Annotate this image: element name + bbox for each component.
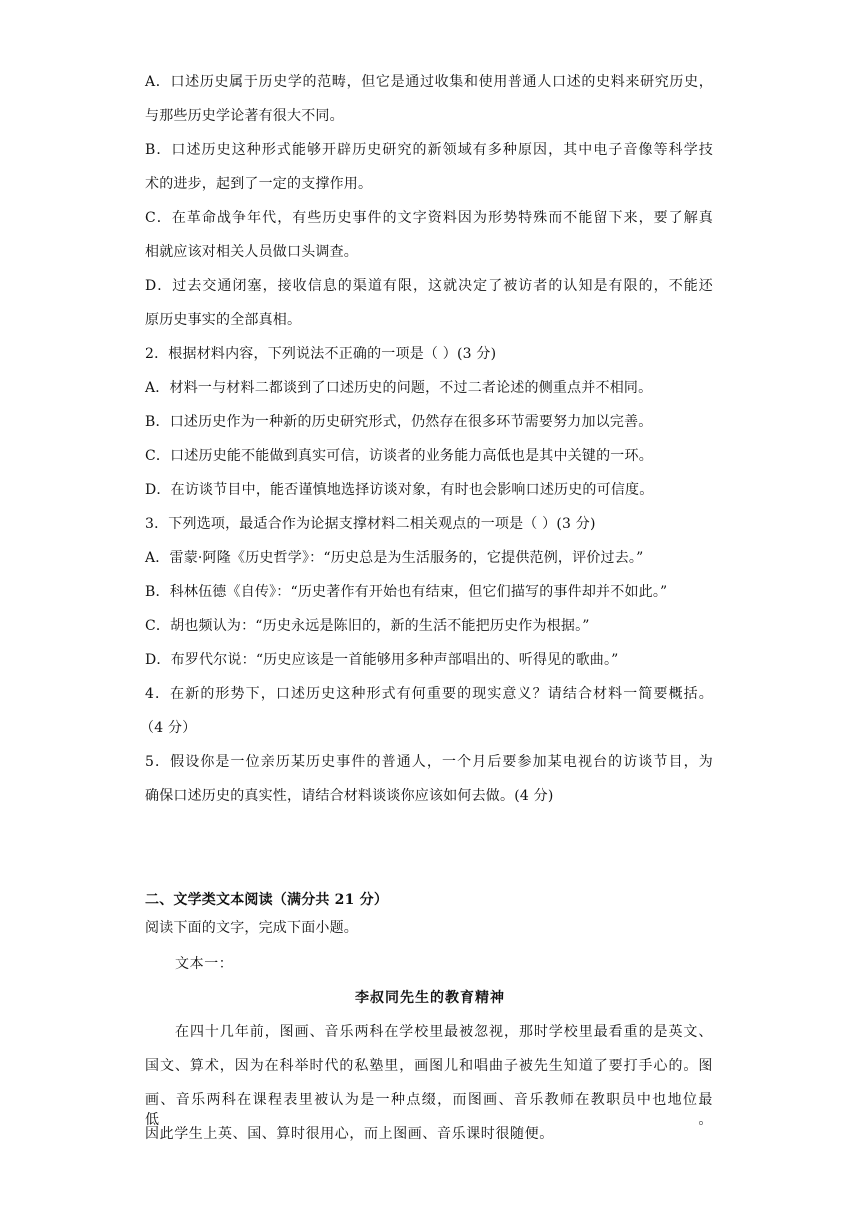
q2-stem: 2．根据材料内容，下列说法不正确的一项是（ ）(3 分) bbox=[145, 346, 497, 362]
q1-option-b-line2: 术的进步，起到了一定的支撑作用。 bbox=[145, 176, 373, 192]
q1-option-c-line1: C．在革命战争年代，有些历史事件的文字资料因为形势特殊而不能留下来，要了解真 bbox=[145, 210, 713, 226]
article-paragraph-line4: 因此学生上英、国、算时很用心，而上图画、音乐课时很随便。 bbox=[145, 1126, 554, 1142]
q3-option-c: C．胡也频认为：“历史永远是陈旧的，新的生活不能把历史作为根据。” bbox=[145, 618, 590, 634]
q3-stem: 3．下列选项，最适合作为论据支撑材料二相关观点的一项是（ ）(3 分) bbox=[145, 516, 596, 532]
section-instruction: 阅读下面的文字，完成下面小题。 bbox=[145, 920, 358, 936]
q1-option-d-line1: D．过去交通闭塞，接收信息的渠道有限，这就决定了被访者的认知是有限的，不能还 bbox=[145, 278, 713, 294]
q1-option-a-line1: A．口述历史属于历史学的范畴，但它是通过收集和使用普通人口述的史料来研究历史， bbox=[145, 74, 713, 90]
section-heading: 二、文学类文本阅读（满分共 21 分） bbox=[145, 892, 389, 908]
q4-line2: （4 分） bbox=[140, 720, 197, 736]
article-paragraph-line3: 画、音乐两科在课程表里被认为是一种点缀，而图画、音乐教师在教职员中也地位最低。 bbox=[145, 1092, 713, 1128]
q1-option-d-line2: 原历史事实的全部真相。 bbox=[145, 312, 302, 328]
q1-option-c-line2: 相就应该对相关人员做口头调查。 bbox=[145, 244, 358, 260]
q5-line2: 确保口述历史的真实性，请结合材料谈谈你应该如何去做。(4 分) bbox=[145, 788, 554, 804]
q2-option-c: C．口述历史能不能做到真实可信，访谈者的业务能力高低也是其中关键的一环。 bbox=[145, 448, 653, 464]
q1-option-b-line1: B．口述历史这种形式能够开辟历史研究的新领域有多种原因，其中电子音像等科学技 bbox=[145, 142, 713, 158]
q2-option-b: B．口述历史作为一种新的历史研究形式，仍然存在很多环节需要努力加以完善。 bbox=[145, 414, 653, 430]
q2-option-a: A．材料一与材料二都谈到了口述历史的问题，不过二者论述的侧重点并不相同。 bbox=[145, 380, 653, 396]
article-paragraph-line1: 在四十几年前，图画、音乐两科在学校里最被忽视，那时学校里最看重的是英文、 bbox=[175, 1024, 713, 1040]
q4-line1: 4．在新的形势下，口述历史这种形式有何重要的现实意义？请结合材料一简要概括。 bbox=[145, 686, 713, 702]
article-paragraph-line2: 国文、算术，因为在科举时代的私塾里，画图儿和唱曲子被先生知道了要打手心的。图 bbox=[145, 1058, 713, 1074]
text-label: 文本一： bbox=[175, 956, 234, 972]
q5-line1: 5．假设你是一位亲历某历史事件的普通人，一个月后要参加某电视台的访谈节目，为 bbox=[145, 754, 713, 770]
q2-option-d: D．在访谈节目中，能否谨慎地选择访谈对象，有时也会影响口述历史的可信度。 bbox=[145, 482, 654, 498]
q3-option-d: D．布罗代尔说：“历史应该是一首能够用多种声部唱出的、听得见的歌曲。” bbox=[145, 652, 619, 668]
q1-option-a-line2: 与那些历史学论著有很大不同。 bbox=[145, 108, 344, 124]
q3-option-b: B．科林伍德《自传》：“历史著作有开始也有结束，但它们描写的事件却并不如此。” bbox=[145, 584, 668, 600]
article-title: 李叔同先生的教育精神 bbox=[355, 990, 505, 1006]
q3-option-a: A．雷蒙·阿隆《历史哲学》：“历史总是为生活服务的，它提供范例，评价过去。” bbox=[145, 550, 644, 566]
